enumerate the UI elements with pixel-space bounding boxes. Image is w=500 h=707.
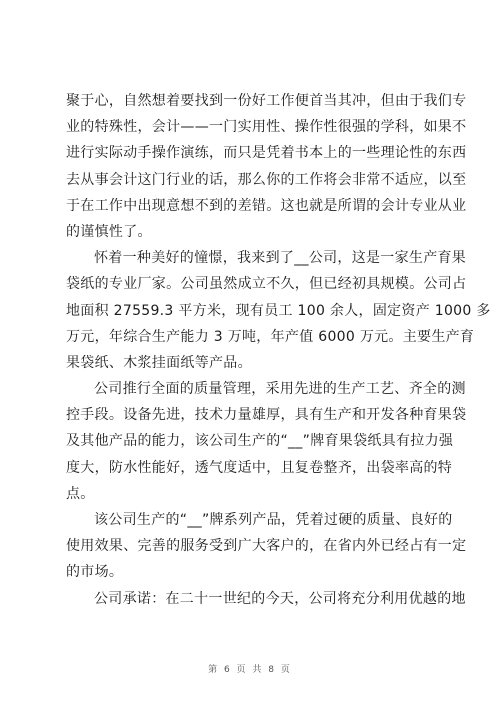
text-line: 于在工作中出现意想不到的差错。这也就是所谓的会计专业从业 [66,197,467,214]
paragraph-2 [66,245,491,376]
text-line: 袋纸的专业厂家。公司虽然成立不久，但已经初具规模。公司占 [66,276,467,293]
text-line: 地面积 27559.3 平方米，现有员工 100 余人，固定资产 1000 多 [66,302,491,319]
paragraph-3 [66,376,467,507]
text-line: 使用效果、完善的服务受到广大客户的，在省内外已经占有一定 [66,538,467,555]
text-line: 的市场。 [66,564,124,581]
paragraph-4 [66,507,467,586]
text-line: 点。 [66,485,95,502]
body-text [66,88,491,612]
text-line: 进行实际动手操作演练，而只是凭着书本上的一些理论性的东西 [66,145,467,162]
text-line: 公司推行全面的质量管理，采用先进的生产工艺、齐全的测 [94,381,466,398]
paragraph-5 [66,586,466,612]
text-line: 业的特殊性，会计——一门实用性、操作性很强的学科，如果不 [66,119,467,136]
page-number-footer: 第 6 页 共 8 页 [208,665,292,675]
text-line: 果袋纸、木浆挂面纸等产品。 [66,354,252,371]
text-line: 去从事会计这门行业的话，那么你的工作将会非常不适应，以至 [66,171,467,188]
text-line: 控手段。设备先进，技术力量雄厚，具有生产和开发各种育果袋 [66,407,467,424]
paragraph-1 [66,88,467,245]
text-line: 怀着一种美好的憧憬，我来到了__公司，这是一家生产育果 [94,250,467,267]
text-line: 及其他产品的能力，该公司生产的“__”牌育果袋纸具有拉力强 [66,433,454,450]
text-line: 公司承诺：在二十一世纪的今天，公司将充分利用优越的地 [94,590,466,607]
text-line: 聚于心，自然想着要找到一份好工作便首当其冲，但由于我们专 [66,93,467,109]
text-line: 万元，年综合生产能力 3 万吨，年产值 6000 万元。主要生产育 [66,328,475,345]
text-line: 度大，防水性能好，透气度适中，且复卷整齐，出袋率高的特 [66,459,453,476]
text-line: 该公司生产的“__”牌系列产品，凭着过硬的质量、良好的 [94,512,453,528]
text-line: 的谨慎性了。 [66,223,152,240]
